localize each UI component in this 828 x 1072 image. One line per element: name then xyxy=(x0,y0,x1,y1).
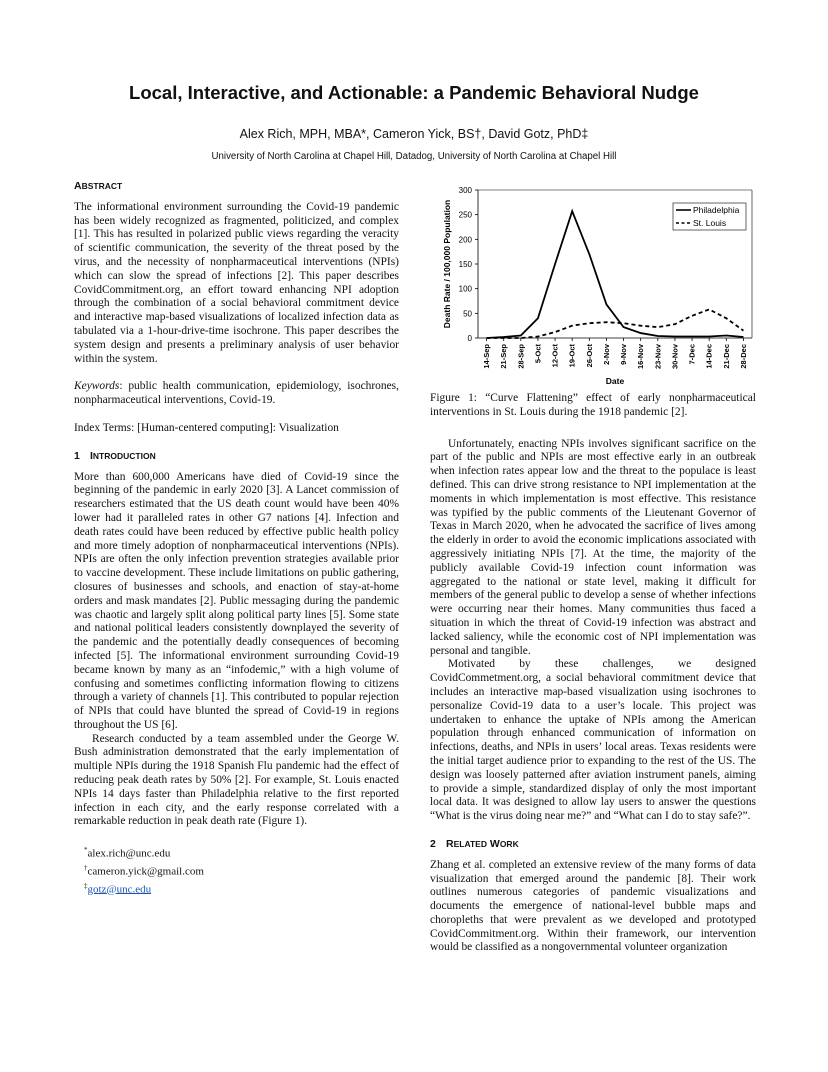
x-tick-label: 2-Nov xyxy=(601,344,611,365)
introduction-heading: 1 INTRODUCTION xyxy=(74,449,156,462)
abstract-text: The informational environment surrounding the Covid-19 pandemic has been widely recognized as fragmented, politicized, and complex [1]. This has resulted in polarized public views regarding the veracity of scientific communication, the severity of the threat posed by the virus, and the necessity of nonpharmaceutical interventions (NPIs) which can slow the spread of infections [2]. This paper describes CovidCommitment.org, an effort toward enhancing NPI adoption through the combination of a social behavioral commitment device and interactive map-based visualizations of localized infection data as tabulated via a 1-hour-drive-time isochrone. This paper describes the system design and presents a preliminary analysis of user behavior within the system. xyxy=(74,200,399,365)
x-tick-label: 30-Nov xyxy=(670,344,680,370)
x-tick-label: 21-Dec xyxy=(721,344,731,369)
x-tick-label: 28-Sep xyxy=(516,344,526,369)
footnote-1: *alex.rich@unc.edu xyxy=(84,846,171,860)
footnote-3: ‡gotz@unc.edu xyxy=(84,881,152,896)
figure-caption: Figure 1: “Curve Flattening” effect of early nonpharmaceutical interventions in St. Louis during the 1918 pandemic [2]. xyxy=(430,392,756,418)
keywords-label: Keywords xyxy=(74,380,120,393)
x-tick-label: 14-Dec xyxy=(704,344,714,369)
related-work-heading: 2 RELATED WORK xyxy=(430,837,519,850)
x-tick-label: 12-Oct xyxy=(550,344,560,368)
legend-label-philadelphia: Philadelphia xyxy=(693,205,740,215)
x-tick-label: 9-Nov xyxy=(619,344,629,365)
x-tick-label: 14-Sep xyxy=(482,344,492,369)
legend-label-st-louis: St. Louis xyxy=(693,218,727,228)
x-tick-label: 7-Dec xyxy=(687,344,697,365)
y-axis-label: Death Rate / 100,000 Population xyxy=(442,199,452,329)
x-axis-label: Date xyxy=(605,376,625,386)
intro-paragraph-1: More than 600,000 Americans have died of Covid-19 since the beginning of the pandemic in early 2020 [3]. A Lancet commission of researchers estimated that the US death count would have been 40% lower had it paralleled rates in other G7 nations [4]. Infection and death rates could have been reduced by effective public health policy and more timely adoption of nonpharmaceutical interventions (NPIs). NPIs are often the only infection prevention strategies available prior to vaccine development. These include limitations on public gathering, closures of businesses and schools, and enaction of stay-at-home orders and mask mandates [2]. Public messaging during the pandemic was chaotic and largely split along political party lines [5]. Some state and national political leaders consistently downplayed the severity of the pandemic and the potentially deadly consequences of becoming infected [5]. The informational environment surrounding Covid-19 became known by many as an “infodemic,” with a high volume of confusing and sometimes conflicting information flowing to citizens through a variety of channels [1]. This contributed to popular rejection of NPIs that could have blunted the spread of Covid-19 in regions throughout the US [6]. xyxy=(74,470,399,731)
legend xyxy=(673,203,746,230)
y-tick-label: 50 xyxy=(463,309,472,319)
x-tick-label: 19-Oct xyxy=(567,344,577,368)
x-axis-ticks xyxy=(482,338,748,369)
keywords xyxy=(74,380,399,408)
x-tick-label: 21-Sep xyxy=(499,344,509,369)
index-terms: Index Terms: [Human-centered computing]: Visualization xyxy=(74,421,339,434)
paper-title: Local, Interactive, and Actionable: a Pandemic Behavioral Nudge xyxy=(129,82,699,103)
y-tick-label: 150 xyxy=(458,260,472,269)
y-tick-label: 200 xyxy=(458,235,472,245)
footnote-2: †cameron.yick@gmail.com xyxy=(84,863,204,878)
right-paragraph-2: Motivated by these challenges, we designed CovidCommetment.org, a social behavioral commitment device that includes an interactive map-based visualization using isochrones to personalize Covid-19 data to a user’s locale. This project was undertaken to enhance the uptake of NPIs among the American population through enhanced communication of information on infections, deaths, and NPIs in users’ local areas. Texas residents were the initial target audience prior to expanding to the rest of the US. The design was loosely patterned after aviation instrument panels, aiming to provide a simple, standardized display of only the most important local data. It was designed to allow lay users to answer the questions “What is the virus doing near me?” and “What can I do to stay safe?”. xyxy=(430,658,756,823)
right-paragraph-1: Unfortunately, enacting NPIs involves significant sacrifice on the part of the public and NPIs are most effective early in an outbreak when infection rates appear low and the threat to the populace is least defined. This can drive strong resistance to NPI implementation at the moments in which implementation is most effective. This resistance was typified by the public comments of the Lieutenant Governor of Texas in March 2020, when he advocated the sacrifice of lives among the elderly in order to avoid the economic implications associated with aggressively initiating NPIs [7]. At the time, the majority of the publicly available Covid-19 infection count information was aggregated to the national or state level, making it difficult for members of the general public to develop a sense of whether infections were occurring near their homes. Many communities thus faced a situation in which the threat of Covid-19 infection was abstract and lacked saliency, while the economic cost of NPI implementation was personal and tangible. xyxy=(430,437,756,657)
intro-paragraph-2: Research conducted by a team assembled under the George W. Bush administration demonstrated that the early implementation of multiple NPIs during the 1918 Spanish Flu pandemic had the effect of reducing peak death rates by 50% [2]. For example, St. Louis enacted NPIs 14 days faster than Philadelphia relative to the first reported infection in each city, and the early response correlated with a remarkable reduction in peak death rate (Figure 1). xyxy=(74,732,399,828)
x-tick-label: 16-Nov xyxy=(636,344,646,370)
authors: Alex Rich, MPH, MBA*, Cameron Yick, BS†, David Gotz, PhD‡ xyxy=(239,127,589,141)
x-tick-label: 5-Oct xyxy=(533,344,543,364)
series-line-st-louis xyxy=(487,309,744,338)
keywords-text: : public health communication, epidemiology, isochrones, nonpharmaceutical interventions, Covid-19. xyxy=(74,380,399,407)
y-tick-label: 250 xyxy=(458,210,472,220)
y-tick-label: 100 xyxy=(458,284,472,294)
abstract-heading: ABSTRACT xyxy=(74,180,123,192)
x-tick-label: 23-Nov xyxy=(653,344,663,370)
email-link[interactable]: gotz@unc.edu xyxy=(87,883,152,896)
y-tick-label: 0 xyxy=(467,334,472,343)
left-column xyxy=(74,180,399,896)
affiliations: University of North Carolina at Chapel Hill, Datadog, University of North Carolina at Chapel Hill xyxy=(211,151,617,162)
x-tick-label: 28-Dec xyxy=(738,344,748,369)
x-tick-label: 26-Oct xyxy=(584,344,594,368)
right-column xyxy=(430,392,756,955)
related-paragraph-1: Zhang et al. completed an extensive review of the many forms of data visualization that emerged around the pandemic [8]. Their work outlines numerous categories of pandemic visualizations and documents the emergence of national-level bubble maps and choropleths that were prevalent as we developed and prototyped CovidCommitment.org. Within their framework, our intervention would be classified as a nongovernmental volunteer organization xyxy=(430,858,756,954)
death-rate-chart xyxy=(430,180,760,390)
y-tick-label: 300 xyxy=(458,186,472,195)
y-axis-ticks xyxy=(459,186,478,343)
